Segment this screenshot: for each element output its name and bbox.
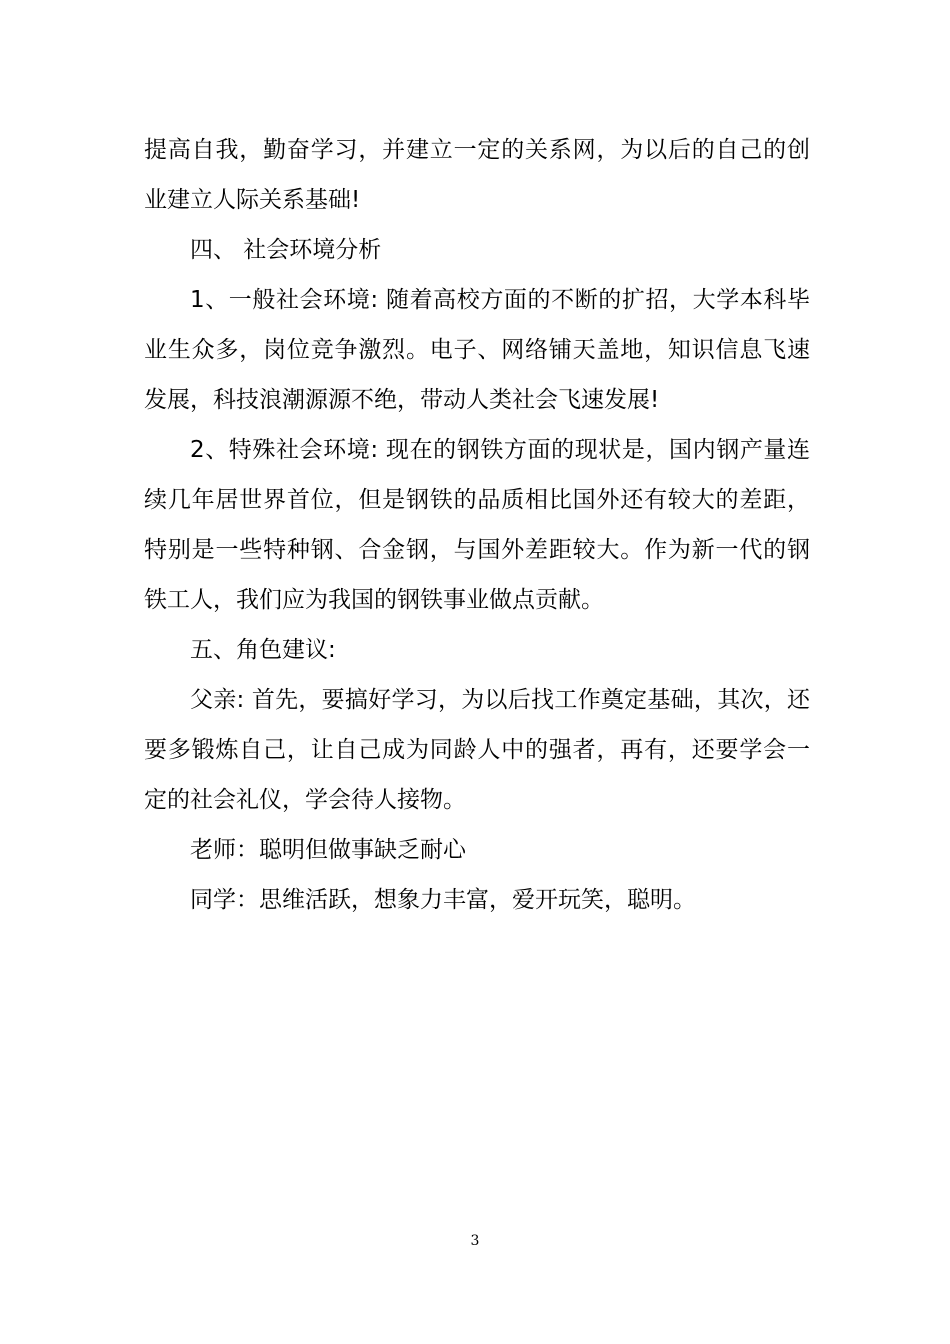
- paragraph-special-social-environment: 2、特殊社会环境: 现在的钢铁方面的现状是，国内钢产量连续几年居世界首位，但是钢铁的品质相比国外还有较大的差距，特别是一些特种钢、合金钢，与国外差距较大。作为新一代的钢铁工人，我们应为我国的钢铁事业做点贡献。: [144, 437, 810, 613]
- paragraph-father-suggestion: 父亲: 首先，要搞好学习，为以后找工作奠定基础，其次，还要多锻炼自己，让自己成为同龄人中的强者，再有，还要学会一定的社会礼仪，学会待人接物。: [144, 687, 810, 813]
- document-body: [144, 125, 810, 925]
- page-number: 3: [470, 1233, 480, 1249]
- section-heading-role-suggestions: 五、角色建议:: [190, 637, 336, 663]
- paragraph-classmate-suggestion: 同学：思维活跃，想象力丰富，爱开玩笑，聪明。: [190, 887, 696, 913]
- section-heading-social-environment: 四、 社会环境分析: [190, 237, 382, 263]
- paragraph-teacher-suggestion: 老师：聪明但做事缺乏耐心: [190, 837, 466, 863]
- paragraph-general-social-environment: 1、一般社会环境: 随着高校方面的不断的扩招，大学本科毕业生众多，岗位竞争激烈。电子、网络铺天盖地，知识信息飞速发展，科技浪潮源源不绝，带动人类社会飞速发展!: [144, 287, 810, 413]
- paragraph-continuation: 提高自我，勤奋学习，并建立一定的关系网，为以后的自己的创业建立人际关系基础!: [144, 137, 810, 213]
